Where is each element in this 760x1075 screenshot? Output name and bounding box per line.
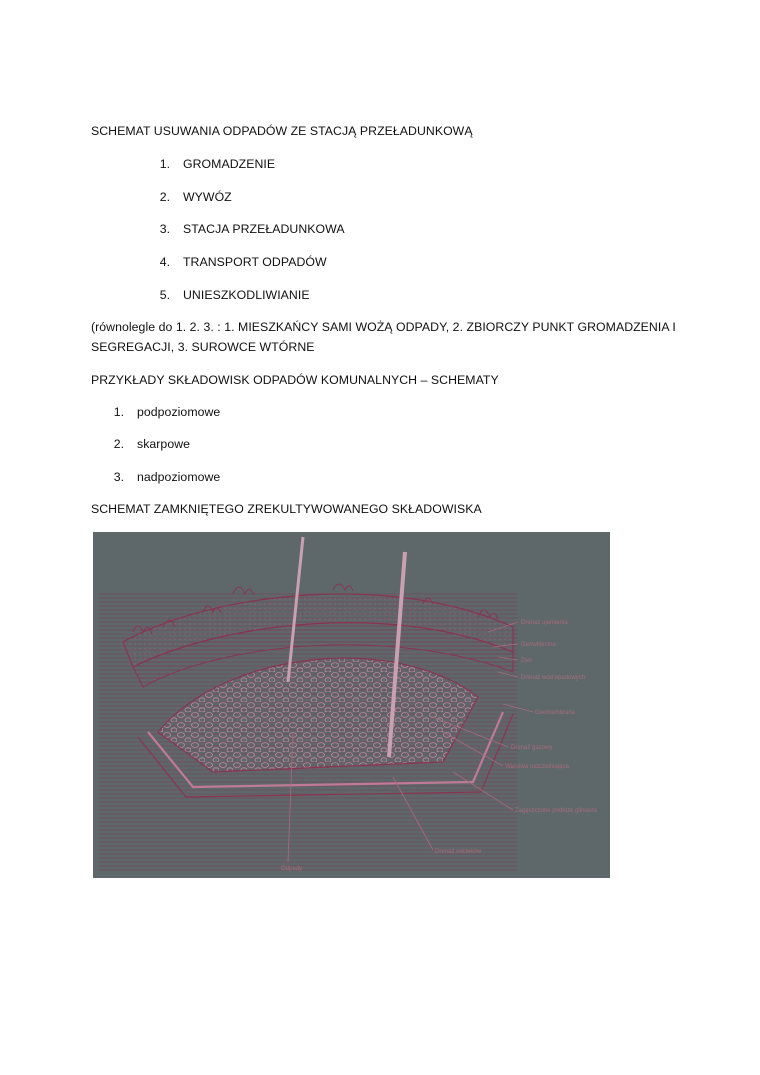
figure-label: Geowłóknina [521, 642, 556, 648]
figure-label: Zagęszczone podłoże gliniaste [515, 808, 598, 814]
figure-label: Drenaż ujemienia [521, 620, 568, 626]
list-text: nadpoziomowe [137, 470, 221, 484]
list-number: 3. [159, 222, 170, 236]
list-text: WYWÓZ [183, 190, 232, 204]
list-text: skarpowe [137, 437, 191, 451]
note-line: (równolegle do 1. 2. 3. : 1. MIESZKAŃCY SAMI WOŻĄ ODPADY, 2. ZBIORCZY PUNKT GROMADZENIA I [91, 320, 676, 334]
heading-waste-removal: SCHEMAT USUWANIA ODPADÓW ZE STACJĄ PRZEŁADUNKOWĄ [91, 124, 473, 138]
list-number: 3. [113, 470, 124, 484]
figure-label: Drenaż wód opadowych [521, 675, 586, 681]
figure-label: Drenaż gazowy [511, 745, 553, 751]
list-number: 5. [159, 288, 170, 302]
figure-label: Odpady [281, 866, 303, 872]
list-text: podpoziomowe [137, 405, 221, 419]
figure-label: Geomembrana [535, 710, 576, 716]
heading-landfill-examples: PRZYKŁADY SKŁADOWISK ODPADÓW KOMUNALNYCH – SCHEMATY [91, 373, 499, 387]
note-line: SEGREGACJI, 3. SUROWCE WTÓRNE [91, 340, 315, 354]
list-number: 1. [113, 405, 124, 419]
list-text: UNIESZKODLIWIANIE [183, 288, 310, 302]
list-number: 2. [159, 190, 170, 204]
list-number: 2. [113, 437, 124, 451]
list-text: TRANSPORT ODPADÓW [183, 255, 327, 269]
list-text: GROMADZENIE [183, 157, 276, 171]
landfill-cross-section-figure [93, 532, 610, 878]
figure-label: Żwir [521, 658, 533, 664]
list-number: 1. [159, 157, 170, 171]
list-number: 4. [159, 255, 170, 269]
list-text: STACJA PRZEŁADUNKOWA [183, 222, 345, 236]
landfill-diagram [93, 532, 610, 878]
figure-label: Drenaż odcieków [435, 849, 482, 855]
heading-landfill-schema: SCHEMAT ZAMKNIĘTEGO ZREKULTYWOWANEGO SKŁADOWISKA [91, 502, 482, 516]
figure-label: Warstwa uszczelniająca [505, 764, 569, 770]
